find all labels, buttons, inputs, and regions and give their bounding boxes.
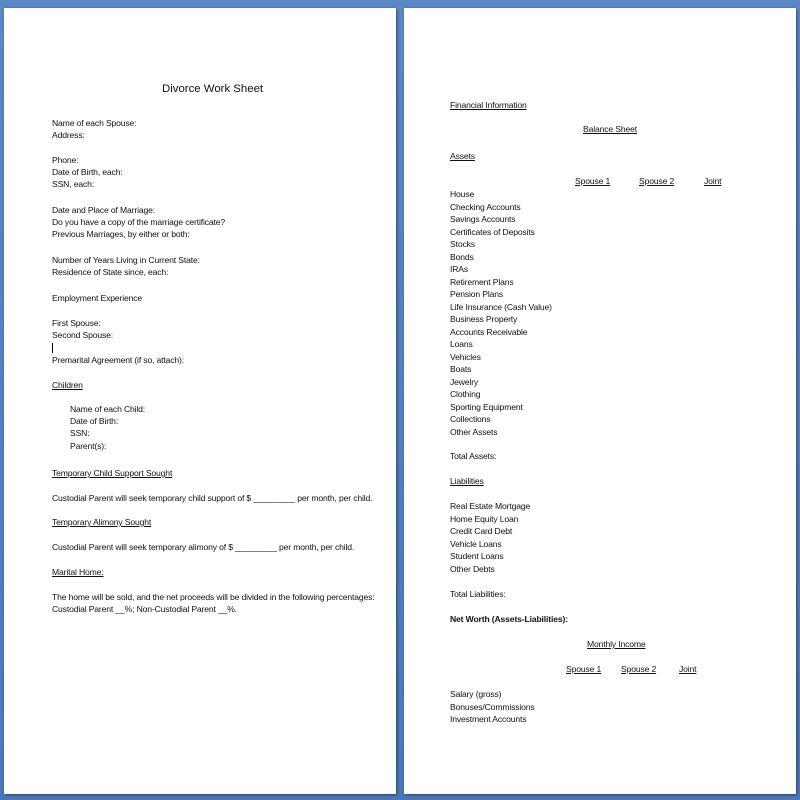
asset-item: Jewelry [450, 376, 479, 387]
document-page-2[interactable] [404, 8, 796, 794]
income-column-joint: Joint [679, 664, 697, 674]
column-spouse-1: Spouse 1 [575, 176, 611, 186]
income-column-spouse-1: Spouse 1 [566, 664, 602, 674]
asset-item: Vehicles [450, 351, 481, 362]
child-field-label: Name of each Child: [70, 404, 146, 414]
alimony-heading: Temporary Alimony Sought [52, 517, 152, 527]
income-item: Salary (gross) [450, 689, 502, 699]
liability-item: Vehicle Loans [450, 538, 502, 549]
asset-item: Life Insurance (Cash Value) [450, 301, 552, 312]
field-label: Date and Place of Marriage: [52, 205, 155, 215]
assets-heading: Assets [450, 151, 475, 161]
child-support-heading: Temporary Child Support Sought [52, 468, 173, 478]
asset-item: Savings Accounts [450, 214, 516, 224]
field-label: Premarital Agreement (if so, attach): [52, 355, 185, 365]
field-label: Residence of State since, each: [52, 267, 169, 277]
field-label: Name of each Spouse: [52, 118, 137, 128]
liability-item: Credit Card Debt [450, 526, 513, 536]
income-item: Investment Accounts [450, 714, 527, 724]
asset-item: Stocks [450, 239, 475, 249]
asset-item: Accounts Receivable [450, 326, 528, 337]
asset-item: Bonds [450, 251, 474, 262]
liability-item: Home Equity Loan [450, 513, 519, 524]
asset-item: Retirement Plans [450, 276, 514, 287]
liability-item: Other Debts [450, 563, 495, 574]
text-cursor [52, 343, 53, 353]
column-spouse-2: Spouse 2 [639, 176, 675, 186]
document-title: Divorce Work Sheet [162, 83, 264, 95]
balance-sheet-heading: Balance Sheet [583, 124, 637, 134]
liability-item: Student Loans [450, 551, 504, 561]
income-column-spouse-2: Spouse 2 [621, 664, 657, 674]
child-field-label: Parent(s): [70, 441, 107, 451]
field-label: SSN, each: [52, 179, 94, 189]
field-label: Number of Years Living in Current State: [52, 255, 200, 265]
field-label: First Spouse: [52, 318, 101, 328]
asset-item: Boats [450, 364, 472, 374]
section-label: Employment Experience [52, 293, 142, 303]
alimony-text: Custodial Parent will seek temporary alimony of $ _________ per month, per child. [52, 542, 355, 552]
total-liabilities-label: Total Liabilities: [450, 589, 506, 599]
asset-item: Checking Accounts [450, 201, 521, 212]
field-label: Address: [52, 130, 85, 140]
net-worth-label: Net Worth (Assets-Liabilities): [450, 614, 568, 624]
asset-item: Loans [450, 339, 473, 349]
asset-item: House [450, 189, 475, 199]
asset-item: Certificates of Deposits [450, 226, 535, 237]
total-assets-label: Total Assets: [450, 451, 497, 461]
income-item: Bonuses/Commissions [450, 701, 535, 712]
monthly-income-heading: Monthly Income [587, 639, 646, 649]
marital-home-heading: Marital Home: [52, 567, 104, 577]
field-label: Previous Marriages, by either or both: [52, 229, 190, 239]
financial-info-heading: Financial Information [450, 100, 527, 110]
marital-home-text: Custodial Parent __%; Non-Custodial Parent __%. [52, 604, 237, 614]
field-label: Second Spouse: [52, 330, 113, 340]
child-support-text: Custodial Parent will seek temporary child support of $ _________ per month, per child. [52, 493, 373, 503]
children-heading: Children [52, 380, 83, 390]
child-field-label: SSN: [70, 428, 90, 438]
asset-item: Pension Plans [450, 289, 503, 299]
column-joint: Joint [704, 176, 722, 186]
child-field-label: Date of Birth: [70, 416, 119, 426]
asset-item: Clothing [450, 389, 481, 399]
document-page-1[interactable] [4, 8, 396, 794]
liabilities-heading: Liabilities [450, 476, 484, 486]
liability-item: Real Estate Mortgage [450, 501, 531, 511]
asset-item: Sporting Equipment [450, 401, 523, 412]
asset-item: IRAs [450, 264, 469, 274]
asset-item: Collections [450, 414, 491, 424]
asset-item: Other Assets [450, 426, 498, 437]
field-label: Date of Birth, each: [52, 167, 123, 177]
asset-item: Business Property [450, 314, 518, 324]
field-label: Do you have a copy of the marriage certificate? [52, 217, 226, 227]
marital-home-text: The home will be sold, and the net proceeds will be divided in the following percentages: [52, 592, 375, 602]
field-label: Phone: [52, 155, 79, 165]
